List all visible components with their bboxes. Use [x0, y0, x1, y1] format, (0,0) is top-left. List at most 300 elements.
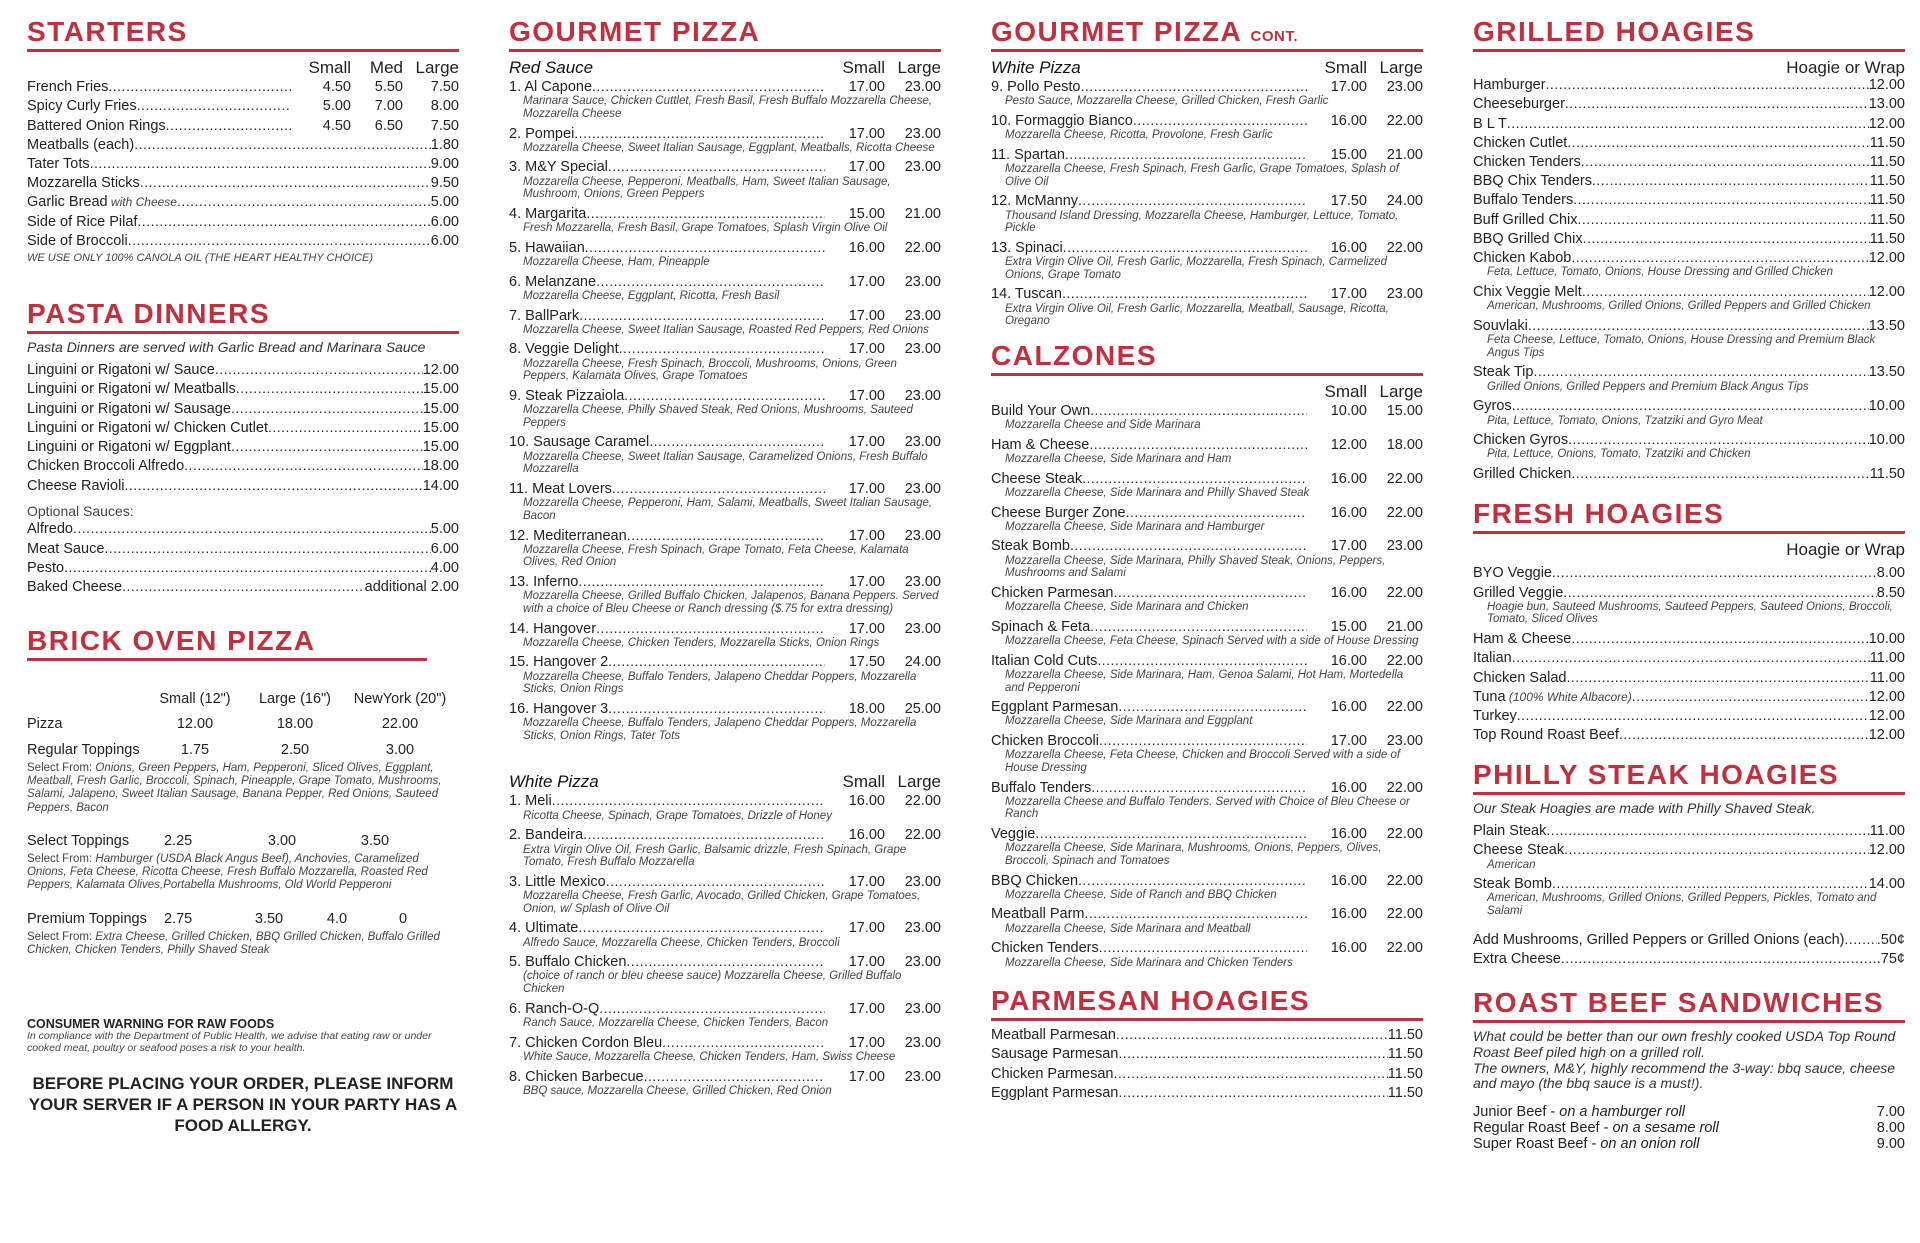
price-large: 23.00 [904, 873, 941, 890]
menu-item [509, 126, 941, 155]
price-large: 23.00 [904, 574, 941, 591]
price-small: 10.00 [1330, 402, 1367, 419]
price: 12.00 [1868, 842, 1905, 859]
price-small: 16.00 [848, 793, 885, 810]
price-large: 23.00 [904, 79, 941, 96]
item-name: Garlic Bread with Cheese [27, 194, 177, 211]
price-small: 2.25 [164, 832, 193, 849]
price-small: 17.00 [848, 341, 885, 358]
menu-item [27, 401, 459, 417]
item-name: 4. Margarita [509, 205, 587, 222]
header-large: Large [1379, 58, 1423, 77]
item-name: Linguini or Rigatoni w/ Sauce [27, 362, 215, 379]
item-name: 1. Al Capone [509, 79, 593, 96]
menu-item-row [991, 906, 1423, 922]
price-small: 16.00 [1330, 940, 1367, 957]
price-small: 16.00 [1330, 699, 1367, 716]
menu-item-row [1473, 876, 1905, 892]
leader-dots [1116, 1027, 1388, 1043]
menu-item-row [1473, 135, 1905, 151]
item-description: Mozzarella Cheese, Side Marinara, Ham, Genoa Salami, Hot Ham, Mortedella and Pepperoni [1005, 668, 1404, 694]
item-name: Eggplant Parmesan [991, 699, 1119, 716]
item-name: Tuna (100% White Albacore) [1473, 688, 1632, 705]
price: 11.50 [1869, 173, 1905, 190]
price-small: 17.00 [1330, 286, 1367, 303]
price-large: 8.00 [430, 98, 459, 115]
menu-item-row [509, 341, 941, 357]
price-large: 25.00 [904, 700, 941, 717]
item-name: 2. Pompei [509, 125, 575, 142]
menu-item [991, 1066, 1423, 1082]
menu-item-row [991, 1027, 1423, 1043]
item-name: Plain Steak [1473, 823, 1547, 840]
price: 12.00 [422, 362, 459, 379]
item-note: on a sesame roll [1612, 1120, 1719, 1137]
select-from-label: Select From: [27, 852, 93, 865]
leader-dots [1062, 286, 1307, 302]
leader-dots [1090, 619, 1307, 635]
price-large: 23.00 [904, 480, 941, 497]
menu-item [27, 560, 459, 576]
price-large: 22.00 [904, 827, 941, 844]
menu-item [509, 159, 941, 201]
item-note: with Cheese [107, 195, 177, 210]
grilled-list [1473, 77, 1905, 482]
menu-item-row [27, 214, 459, 230]
price-small: 16.00 [848, 239, 885, 256]
item-name: Cheese Steak [991, 470, 1083, 487]
menu-item [27, 420, 459, 436]
item-description: Mozzarella Cheese, Side Marinara, Philly Shaved Steak, Onions, Peppers, Mushrooms and Salami [1005, 554, 1386, 580]
menu-item-row [509, 159, 941, 175]
item-name: Chicken Parmesan [991, 584, 1114, 601]
price-large: 23.00 [1386, 538, 1423, 555]
menu-item [991, 437, 1423, 466]
leader-dots [596, 621, 825, 637]
table-header [27, 691, 455, 707]
menu-item [27, 118, 459, 134]
section-intro: What could be better than our own freshly cooked USDA Top Round Roast Beef piled high on a grilled roll. [1473, 1028, 1896, 1060]
menu-item [1473, 565, 1905, 581]
leader-dots [73, 521, 431, 537]
leader-dots [1063, 240, 1307, 256]
header-large: Large (16") [258, 691, 332, 708]
leader-dots [1099, 733, 1307, 749]
section-title: PARMESAN HOAGIES [991, 987, 1423, 1021]
item-description: Mozzarella Cheese and Buffalo Tenders. Served with Choice of Bleu Cheese or Ranch [1005, 795, 1410, 821]
item-note: on an onion roll [1600, 1136, 1700, 1153]
price-large: 18.00 [1386, 436, 1423, 453]
menu-item-row [27, 175, 459, 191]
table-row [27, 911, 436, 927]
price-small: 17.00 [848, 873, 885, 890]
leader-dots [64, 560, 431, 576]
leader-dots [184, 458, 423, 474]
section-title: GRILLED HOAGIES [1473, 18, 1905, 52]
item-name: 2. Bandeira [509, 827, 584, 844]
item-description: Mozzarella Cheese, Side of Ranch and BBQ Chicken [1005, 888, 1277, 901]
menu-item-row [1473, 842, 1905, 858]
column-1 [27, 18, 459, 1137]
price-small: 12.00 [1330, 436, 1367, 453]
menu-item-row [27, 156, 459, 172]
menu-item-row [991, 193, 1423, 209]
price-small: 17.00 [848, 527, 885, 544]
menu-item [991, 403, 1423, 432]
menu-item-row [1473, 96, 1905, 112]
price-newyork: 3.00 [385, 741, 415, 758]
leader-dots [619, 341, 825, 357]
item-name: Cheese Steak [1473, 842, 1565, 859]
section-title: BRICK OVEN PIZZA [27, 627, 427, 661]
menu-item-row [1473, 364, 1905, 380]
menu-item-row [991, 1046, 1423, 1062]
roast-item [1473, 1120, 1905, 1136]
menu-item [509, 341, 941, 383]
item-description: Pita, Lettuce, Onions, Tomato, Tzatziki and Chicken [1487, 448, 1751, 461]
menu-item-row [1473, 932, 1905, 948]
item-name: Linguini or Rigatoni w/ Eggplant [27, 439, 231, 456]
leader-dots [1070, 538, 1307, 554]
price-large: 24.00 [1386, 193, 1423, 210]
leader-dots [596, 274, 825, 290]
leader-dots [1035, 826, 1307, 842]
price: 10.00 [1868, 398, 1905, 415]
price-small: 17.00 [848, 125, 885, 142]
price: .50¢ [1876, 931, 1905, 948]
menu-item [27, 521, 459, 537]
select-from-text [27, 853, 459, 893]
price: 11.50 [1387, 1084, 1423, 1101]
leader-dots [1512, 398, 1869, 414]
menu-item-row [27, 381, 459, 397]
item-name: Chicken Broccoli Alfredo [27, 458, 185, 475]
menu-item-row [1473, 689, 1905, 705]
price: 8.00 [1876, 1120, 1905, 1137]
price-large: 22.00 [1386, 779, 1423, 796]
menu-item [991, 471, 1423, 500]
price-small: 1.75 [180, 741, 210, 758]
starters-multi-list [27, 79, 459, 134]
menu-item [1473, 250, 1905, 279]
item-description: Mozzarella Cheese, Ham, Pineapple [523, 256, 710, 269]
leader-dots [125, 478, 423, 494]
price-large: 22.00 [1386, 239, 1423, 256]
item-name: Buff Grilled Chix [1473, 211, 1578, 228]
menu-item [509, 434, 941, 476]
header-small: Small (12") [159, 691, 231, 708]
menu-item-row [991, 585, 1423, 601]
item-description: Mozzarella Cheese, Side Marinara and Chicken [1005, 601, 1249, 614]
price: 14.00 [422, 477, 459, 494]
item-description: Mozzarella Cheese, Pepperoni, Meatballs, Ham, Sweet Italian Sausage, Mushroom, Onions, Green Peppers [523, 175, 891, 201]
item-name: Junior Beef - on a hamburger roll [1473, 1103, 1685, 1120]
price-small: 17.00 [848, 954, 885, 971]
item-description: Mozzarella Cheese, Ricotta, Provolone, Fresh Garlic [1005, 129, 1273, 142]
section-title: PASTA DINNERS [27, 300, 459, 334]
price: 6.00 [430, 540, 459, 557]
item-name: Cheeseburger [1473, 96, 1565, 113]
menu-item [1473, 231, 1905, 247]
starters-section [27, 18, 459, 264]
item-name: Veggie [991, 826, 1036, 843]
item-name: Super Roast Beef - on an onion roll [1473, 1136, 1700, 1153]
price: 11.00 [1869, 669, 1905, 686]
item-name: 7. Chicken Cordon Bleu [509, 1034, 663, 1051]
menu-item-row [1473, 670, 1905, 686]
menu-item-row [1473, 823, 1905, 839]
fresh-section [1473, 500, 1905, 743]
item-description: Mozzarella Cheese, Fresh Spinach, Broccoli, Mushrooms, Onions, Green Peppers, Kalamata Olives, Grape Tomatoes [523, 357, 897, 383]
leader-dots [1571, 466, 1869, 482]
menu-item-row [509, 434, 941, 450]
menu-item [1473, 364, 1905, 393]
item-name: BYO Veggie [1473, 565, 1552, 582]
menu-item [1473, 284, 1905, 313]
item-description: Pita, Lettuce, Tomato, Onions, Tzatziki and Gyro Meat [1487, 414, 1763, 427]
leader-dots [1133, 113, 1307, 129]
leader-dots [552, 793, 825, 809]
header-small: Small [308, 58, 351, 77]
item-name: French Fries [27, 79, 109, 96]
menu-item [27, 175, 459, 191]
item-description: Extra Virgin Olive Oil, Fresh Garlic, Balsamic drizzle, Fresh Spinach, Grape Tomato, Fresh Buffalo Mozzarella [523, 843, 907, 869]
price-newyork: 0 [398, 910, 408, 927]
price-small: 17.50 [1330, 193, 1367, 210]
price-large: 23.00 [1386, 733, 1423, 750]
grilled-section [1473, 18, 1905, 482]
item-name: Chicken Tenders [991, 940, 1099, 957]
price-small: 16.00 [1330, 826, 1367, 843]
leader-dots [1581, 154, 1870, 170]
price-large: 22.00 [1386, 906, 1423, 923]
menu-item-row [991, 505, 1423, 521]
price-large: 3.00 [267, 832, 297, 849]
item-name: 8. Chicken Barbecue [509, 1068, 644, 1085]
leader-dots [624, 388, 825, 404]
item-name: 9. Steak Pizzaiola [509, 387, 625, 404]
item-name: 4. Ultimate [509, 920, 579, 937]
menu-item-row [991, 619, 1423, 635]
leader-dots [236, 381, 423, 397]
price-small: 2.75 [164, 910, 193, 927]
menu-item [1473, 631, 1905, 647]
price-small: 17.00 [848, 1068, 885, 1085]
leader-dots [1567, 670, 1870, 686]
item-name: Steak Bomb [1473, 876, 1552, 893]
title-text: GOURMET PIZZA [991, 16, 1242, 47]
philly-list [1473, 823, 1905, 918]
leader-dots [1090, 403, 1307, 419]
menu-item-row [991, 826, 1423, 842]
table-row [27, 742, 455, 758]
sauce-list [27, 521, 459, 595]
menu-item-row [1473, 708, 1905, 724]
column-4 [1473, 18, 1905, 1171]
price-small: 16.00 [1330, 470, 1367, 487]
price-small: 17.00 [1330, 733, 1367, 750]
menu-item [991, 538, 1423, 580]
menu-item-row [1473, 154, 1905, 170]
item-name: Top Round Roast Beef [1473, 727, 1619, 744]
menu-item [509, 920, 941, 949]
price-small: 17.00 [848, 1034, 885, 1051]
menu-item-row [1473, 284, 1905, 300]
leader-dots [1563, 585, 1876, 601]
menu-item [1473, 670, 1905, 686]
menu-item-row [1473, 631, 1905, 647]
brick-price-table [27, 691, 455, 757]
header-small: Small [842, 772, 885, 792]
item-name: Pesto [27, 559, 65, 576]
leader-dots [662, 1035, 825, 1051]
price: 12.00 [1868, 727, 1905, 744]
leader-dots [608, 654, 825, 670]
menu-item [991, 505, 1423, 534]
menu-item-row [1473, 173, 1905, 189]
item-description: Mozzarella Cheese, Side Marinara and Chicken Tenders [1005, 956, 1293, 969]
table-row [27, 708, 455, 742]
section-intro: The owners, M&Y, highly recommend the 3-way: bbq sauce, cheese and mayo (the bbq sauce is a must!). [1473, 1059, 1896, 1092]
leader-dots [108, 79, 291, 95]
menu-item-row [1473, 77, 1905, 93]
column-2 [509, 18, 941, 1102]
price: 9.00 [430, 155, 459, 172]
price-large: 23.00 [904, 527, 941, 544]
menu-item-row [991, 653, 1423, 669]
menu-item-row [509, 827, 941, 843]
price-large: 7.50 [430, 79, 459, 96]
pasta-list [27, 362, 459, 494]
select-from-list: Hamburger (USDA Black Angus Beef), Anchovies, Caramelized Onions, Feta Cheese, Ricotta Cheese, Fresh Buffalo Mozzarella, Roasted Red Peppers, Kalamata Olives,Portabella Mushrooms, Old World Pepperoni [27, 852, 428, 892]
price-small: 17.00 [848, 620, 885, 637]
item-description: Mozzarella Cheese, Chicken Tenders, Mozzarella Sticks, Onion Rings [523, 636, 880, 649]
menu-item [27, 214, 459, 230]
leader-dots [1078, 873, 1307, 889]
item-name: Chicken Tenders [1473, 153, 1581, 170]
menu-item [1473, 318, 1905, 360]
price: 9.00 [1876, 1136, 1905, 1153]
menu-item-row [991, 699, 1423, 715]
menu-item [1473, 192, 1905, 208]
section-intro: Pasta Dinners are served with Garlic Bread and Marinara Sauce [27, 339, 426, 356]
item-description: Mozzarella Cheese, Philly Shaved Steak, Red Onions, Mushrooms, Sauteed Peppers [523, 404, 913, 429]
item-name: Sausage Parmesan [991, 1046, 1119, 1063]
menu-item-row [991, 1085, 1423, 1101]
item-name: Buffalo Tenders [1473, 192, 1574, 209]
menu-item-row [27, 118, 459, 134]
leader-dots [612, 481, 825, 497]
price: additional 2.00 [364, 579, 459, 596]
item-description: Feta Cheese, Lettuce, Tomato, Onions, House Dressing and Premium Black Angus Tips [1487, 334, 1876, 359]
item-name: BBQ Chix Tenders [1473, 173, 1593, 190]
item-name: B L T [1473, 115, 1507, 132]
price-small: 16.00 [1330, 239, 1367, 256]
header-large: Large [415, 58, 459, 77]
menu-item [991, 1085, 1423, 1101]
item-name: 5. Buffalo Chicken [509, 954, 627, 971]
menu-item-row [991, 873, 1423, 889]
item-name: Italian Cold Cuts [991, 652, 1098, 669]
leader-dots [1552, 565, 1877, 581]
menu-item [1473, 135, 1905, 151]
price-large: 22.00 [1386, 699, 1423, 716]
leader-dots [1546, 823, 1869, 839]
menu-item [991, 147, 1423, 189]
menu-item-row [509, 274, 941, 290]
price-large: 22.00 [1386, 940, 1423, 957]
item-name: 14. Hangover [509, 620, 597, 637]
item-name: Chicken Parmesan [991, 1065, 1114, 1082]
price-small: 17.50 [848, 654, 885, 671]
menu-item [509, 793, 941, 822]
menu-item [991, 1046, 1423, 1062]
price-large: 23.00 [904, 1068, 941, 1085]
menu-item-row [1473, 250, 1905, 266]
canola-note: WE USE ONLY 100% CANOLA OIL (THE HEART HEALTHY CHOICE) [27, 252, 373, 265]
price-large: 21.00 [1386, 618, 1423, 635]
item-description: American [1487, 858, 1536, 871]
menu-item-row [509, 574, 941, 590]
item-description: Grilled Onions, Grilled Peppers and Premium Black Angus Tips [1487, 380, 1809, 393]
select-from-text [27, 762, 459, 815]
menu-item [991, 699, 1423, 728]
leader-dots [122, 579, 365, 595]
menu-item [509, 206, 941, 235]
section-intro: Our Steak Hoagies are made with Philly Shaved Steak. [1473, 800, 1816, 817]
parmesan-list [991, 1027, 1423, 1101]
calzone-list [991, 403, 1423, 969]
leader-dots [215, 362, 423, 378]
item-name: 14. Tuscan [991, 286, 1062, 303]
roast-item [1473, 1104, 1905, 1120]
menu-item-row [1473, 432, 1905, 448]
item-name: Meat Sauce [27, 540, 105, 557]
section-title: STARTERS [27, 18, 459, 52]
header-large: Large [897, 772, 941, 792]
menu-item-row [27, 579, 459, 595]
menu-item-row [991, 147, 1423, 163]
menu-item-row [991, 437, 1423, 453]
item-description: Mozzarella Cheese, Buffalo Tenders, Jalapeno Cheddar Poppers, Mozzarella Sticks, Onion Rings, Tater Tots [523, 717, 917, 742]
menu-item [509, 481, 941, 523]
section-title: ROAST BEEF SANDWICHES [1473, 989, 1905, 1023]
menu-item-row [991, 79, 1423, 95]
price: 13.50 [1868, 317, 1905, 334]
menu-item [991, 653, 1423, 695]
menu-item [991, 940, 1423, 969]
allergy-notice: BEFORE PLACING YOUR ORDER, PLEASE INFORM YOUR SERVER IF A PERSON IN YOUR PARTY HAS A FOOD ALLERGY. [28, 1073, 458, 1136]
price-header [991, 58, 1423, 77]
item-description: Mozzarella Cheese, Side Marinara and Hamburger [1005, 520, 1265, 533]
price: 15.00 [422, 439, 459, 456]
leader-dots [1082, 471, 1307, 487]
menu-item [509, 528, 941, 570]
menu-item-row [509, 388, 941, 404]
menu-item-row [991, 240, 1423, 256]
menu-item-row [1473, 116, 1905, 132]
row-name: Pizza [27, 716, 63, 733]
price-large: 22.00 [1386, 112, 1423, 129]
menu-item-row [509, 793, 941, 809]
item-description: Mozzarella Cheese, Side Marinara and Philly Shaved Steak [1005, 486, 1310, 499]
item-name: Linguini or Rigatoni w/ Meatballs [27, 381, 236, 398]
item-description: Mozzarella Cheese, Fresh Garlic, Avocado, Grilled Chicken, Grape Tomatoes, Onion, w/ Splash of Olive Oil [523, 890, 921, 915]
item-description: Thousand Island Dressing, Mozzarella Cheese, Hamburger, Lettuce, Tomato, Pickle [1005, 209, 1399, 235]
menu-item [509, 574, 941, 616]
select-from-list: Onions, Green Peppers, Ham, Pepperoni, Sliced Olives, Eggplant, Meatball, Fresh Garlic, Broccoli, Spinach, Pineapple, Grape Tomato, Mushrooms, Salami, Jalapeno, Sweet Italian Sausage, Banana Pepper, Red Onions, Sauteed Peppers, Bacon [27, 761, 442, 814]
sauce-label: Red Sauce [509, 58, 594, 77]
